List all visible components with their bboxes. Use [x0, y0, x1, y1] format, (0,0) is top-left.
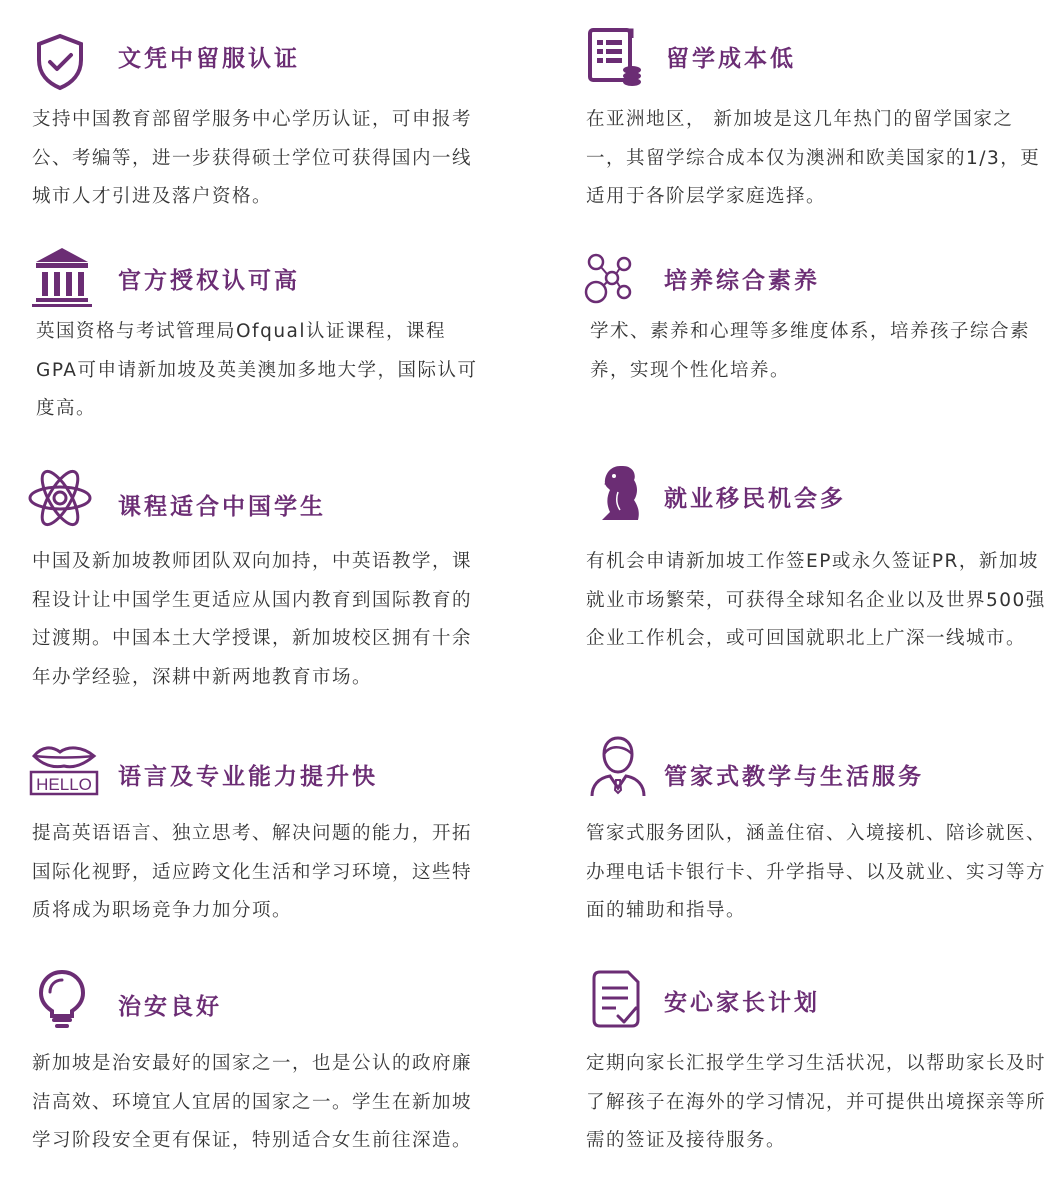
feature-description: 支持中国教育部留学服务中心学历认证，可申报考公、考编等，进一步获得硕士学位可获得国内一线城市人才引进及落户资格。	[32, 109, 473, 207]
feature-description: 英国资格与考试管理局Ofqual认证课程，课程GPA可申请新加坡及英美澳加多地大学，国际认可度高。	[36, 321, 478, 419]
feature-title: 培养综合素养	[664, 268, 820, 294]
feature-title: 文凭中留服认证	[118, 46, 300, 72]
checklist-icon	[586, 968, 650, 1032]
feature-description: 管家式服务团队，涵盖住宿、入境接机、陪诊就医、办理电话卡银行卡、升学指导、以及就业、实习等方面的辅助和指导。	[586, 823, 1047, 921]
feature-description: 有机会申请新加坡工作签EP或永久签证PR，新加坡就业市场繁荣，可获得全球知名企业以及世界500强企业工作机会，或可回国就职北上广深一线城市。	[586, 551, 1046, 649]
feature-description: 在亚洲地区， 新加坡是这几年热门的留学国家之一，其留学综合成本仅为澳洲和欧美国家的1/3，更适用于各阶层学家庭选择。	[586, 109, 1041, 207]
butler-icon	[586, 734, 650, 798]
molecule-icon	[582, 246, 646, 310]
lightbulb-icon	[30, 966, 94, 1030]
hello-text: HELLO	[36, 775, 92, 794]
feature-title: 课程适合中国学生	[118, 494, 326, 520]
merlion-icon	[592, 462, 656, 526]
feature-title: 治安良好	[118, 994, 222, 1020]
feature-title: 官方授权认可高	[118, 268, 300, 294]
feature-description: 中国及新加坡教师团队双向加持，中英语教学，课程设计让中国学生更适应从国内教育到国际教育的过渡期。中国本土大学授课，新加坡校区拥有十余年办学经验，深耕中新两地教育市场。	[32, 551, 473, 688]
feature-title: 就业移民机会多	[664, 486, 846, 512]
hello-lips-icon	[28, 734, 100, 798]
feature-description: 新加坡是治安最好的国家之一，也是公认的政府廉洁高效、环境宜人宜居的国家之一。学生在新加坡学习阶段安全更有保证，特别适合女生前往深造。	[32, 1053, 473, 1151]
feature-title: 留学成本低	[666, 46, 796, 72]
feature-description: 提高英语语言、独立思考、解决问题的能力，开拓国际化视野，适应跨文化生活和学习环境，这些特质将成为职场竞争力加分项。	[32, 823, 473, 921]
feature-description: 定期向家长汇报学生学习生活状况，以帮助家长及时了解孩子在海外的学习情况，并可提供出境探亲等所需的签证及接待服务。	[586, 1053, 1047, 1151]
feature-title: 管家式教学与生活服务	[664, 764, 924, 790]
receipt-coins-icon	[584, 26, 648, 90]
feature-title: 语言及专业能力提升快	[118, 764, 378, 790]
atom-icon	[28, 466, 92, 530]
shield-check-icon	[28, 30, 92, 94]
feature-title: 安心家长计划	[664, 990, 820, 1016]
feature-description: 学术、素养和心理等多维度体系，培养孩子综合素养，实现个性化培养。	[590, 321, 1031, 381]
government-building-icon	[30, 244, 94, 308]
